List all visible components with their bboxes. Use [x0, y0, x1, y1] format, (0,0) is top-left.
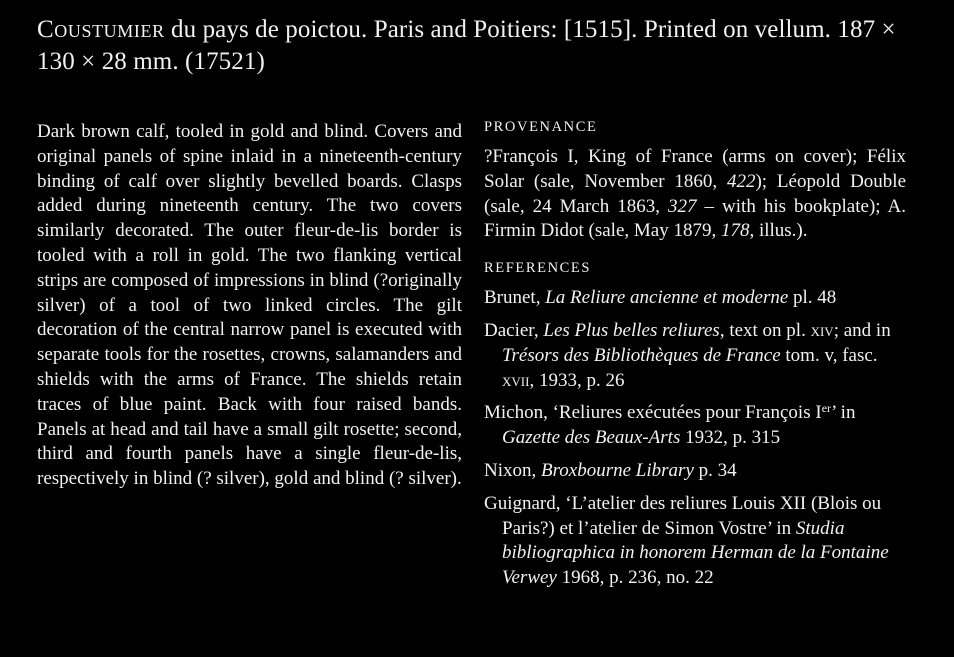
- provenance-part: ?François I, King of France (arms on cover); Félix Solar (sale, November 1860,: [484, 146, 906, 192]
- ref-text: tom. v, fasc.: [780, 344, 878, 366]
- provenance-part: – with his bookplate); A. Firmin Didot (sale, May 1879,: [484, 195, 906, 242]
- ref-title: Studia bibliographica in honorem Herman de la Fontaine Verwey: [502, 517, 889, 589]
- ref-title: Trésors des Bibliothèques de France: [502, 344, 781, 366]
- ref-text: Dacier,: [484, 319, 544, 341]
- reference-item: [484, 401, 906, 451]
- provenance-lot: 327: [668, 195, 697, 217]
- binding-description: Dark brown calf, tooled in gold and blind. Covers and original panels of spine inlaid in a nineteenth-century binding of calf over slightly bevelled boards. Clasps added during nineteenth century. The two covers similarly decorated. The outer fleur-de-lis border is tooled with a roll in gold. The two flanking vertical strips are composed of impressions in blind (?originally silver) of a tool of two linked circles. The gilt decoration of the central narrow panel is executed with separate tools for the rosettes, crowns, salamanders and shields with the arms of France. The shields retain traces of blue paint. Back with four raised bands. Panels at head and tail have a small gilt rosette; second, third and fourth panels have a single fleur-de-lis, respectively in blind (? silver), gold and blind (? silver).: [37, 121, 462, 490]
- reference-item: [484, 286, 906, 311]
- right-column: [484, 117, 906, 591]
- references-heading: REFERENCES: [484, 260, 592, 277]
- ref-text: ; and in: [833, 319, 891, 341]
- reference-item: [484, 459, 906, 484]
- ref-superscript: er: [821, 401, 832, 416]
- ref-text: Guignard, ‘L’atelier des reliures Louis XII (Blois ou Paris?) et l’atelier de Simon Vostre’ in: [484, 492, 882, 539]
- ref-text: , text on pl.: [719, 319, 811, 341]
- ref-title: La Reliure ancienne et moderne: [545, 287, 789, 309]
- provenance-lot: 422: [726, 170, 756, 192]
- ref-numeral: xvii: [502, 369, 530, 391]
- ref-title: Broxbourne Library: [541, 459, 694, 481]
- reference-item: [484, 492, 906, 591]
- entry-title: [37, 14, 917, 78]
- ref-text: Michon, ‘Reliures exécutées pour François I: [484, 402, 822, 424]
- title-small-caps: Coustumier: [37, 16, 165, 43]
- ref-text: ’ in: [831, 402, 856, 424]
- ref-text: , 1933, p. 26: [529, 369, 625, 391]
- provenance-part: , illus.).: [749, 220, 808, 242]
- ref-numeral: xiv: [810, 319, 834, 341]
- ref-text: Brunet,: [484, 287, 546, 309]
- provenance-part: ); Léopold Double (sale, 24 March 1863,: [484, 170, 906, 217]
- ref-text: p. 34: [693, 459, 737, 481]
- provenance-heading: PROVENANCE: [484, 119, 598, 135]
- ref-text: 1968, p. 236, no. 22: [556, 567, 714, 589]
- provenance-lot: 178: [720, 220, 750, 242]
- ref-title: Gazette des Beaux-Arts: [502, 427, 681, 449]
- ref-text: pl. 48: [788, 287, 837, 309]
- ref-title: Les Plus belles reliures: [543, 319, 720, 341]
- ref-text: Nixon,: [484, 459, 541, 481]
- ref-text: 1932, p. 315: [680, 427, 781, 449]
- title-rest: du pays de poictou. Paris and Poitiers: [1515]. Printed on vellum. 187 × 130 × 28 mm. (17521): [37, 16, 896, 75]
- provenance-text: [484, 145, 906, 244]
- reference-item: [484, 319, 906, 393]
